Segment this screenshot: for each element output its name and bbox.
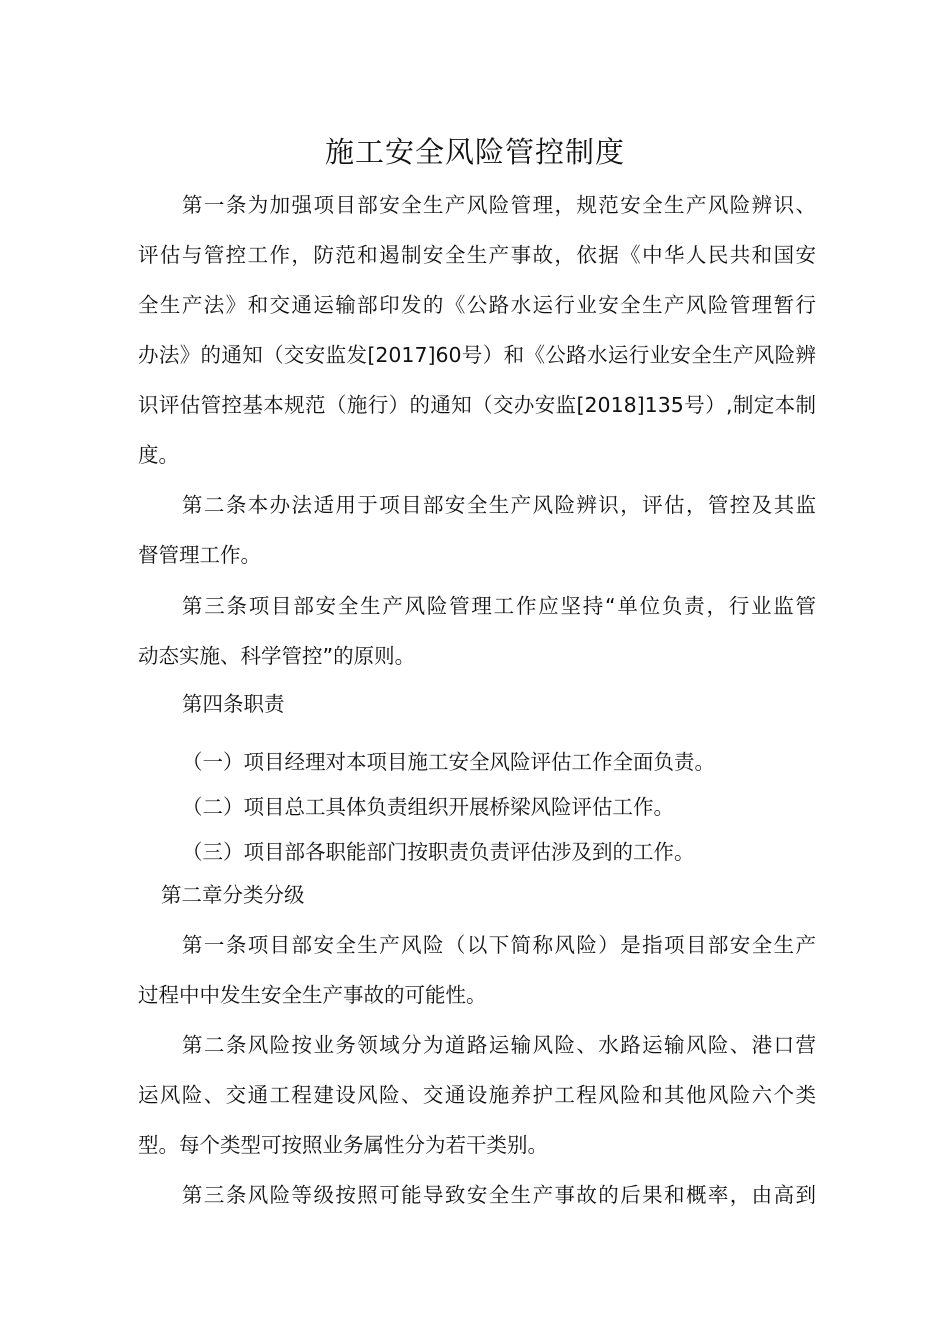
- article-2-line-2: 督管理工作。: [138, 543, 261, 567]
- article-1-line-5: 识评估管控基本规范（施行）的通知（交办安监[2018]135号）,制定本制: [138, 393, 816, 417]
- chapter-2-article-1-line-1: 第一条项目部安全生产风险（以下简称风险）是指项目部安全生产: [182, 933, 816, 957]
- article-1-line-6: 度。: [138, 443, 179, 467]
- chapter-2-article-2-line-2: 运风险、交通工程建设风险、交通设施养护工程风险和其他风险六个类: [138, 1083, 816, 1107]
- chapter-2-heading: 第二章分类分级: [161, 883, 305, 907]
- article-1-line-2: 评估与管控工作，防范和遏制安全生产事故，依据《中华人民共和国安: [138, 243, 816, 267]
- chapter-2-article-2-line-1: 第二条风险按业务领域分为道路运输风险、水路运输风险、港口营: [182, 1033, 816, 1057]
- responsibility-item-1: （一）项目经理对本项目施工安全风险评估工作全面负责。: [182, 750, 715, 774]
- responsibility-item-3: （三）项目部各职能部门按职责负责评估涉及到的工作。: [182, 840, 695, 864]
- article-2-line-1: 第二条本办法适用于项目部安全生产风险辨识，评估，管控及其监: [182, 493, 816, 517]
- chapter-2-article-2-line-3: 型。每个类型可按照业务属性分为若干类别。: [138, 1133, 548, 1157]
- article-1-line-3: 全生产法》和交通运输部印发的《公路水运行业安全生产风险管理暂行: [138, 293, 816, 317]
- article-3-line-2: 动态实施、科学管控”的原则。: [138, 644, 416, 668]
- chapter-2-article-3-line-1: 第三条风险等级按照可能导致安全生产事故的后果和概率，由高到: [182, 1183, 816, 1207]
- document-title: 施工安全风险管控制度: [324, 135, 625, 169]
- article-1-line-1: 第一条为加强项目部安全生产风险管理，规范安全生产风险辨识、: [182, 193, 816, 217]
- article-1-line-4: 办法》的通知（交安监发[2017]60号）和《公路水运行业安全生产风险辨: [138, 343, 816, 367]
- responsibility-item-2: （二）项目总工具体负责组织开展桥梁风险评估工作。: [182, 795, 674, 819]
- chapter-2-article-1-line-2: 过程中中发生安全生产事故的可能性。: [138, 983, 487, 1007]
- article-4-heading: 第四条职责: [182, 692, 285, 716]
- article-3-line-1: 第三条项目部安全生产风险管理工作应坚持“单位负责，行业监管: [182, 594, 816, 618]
